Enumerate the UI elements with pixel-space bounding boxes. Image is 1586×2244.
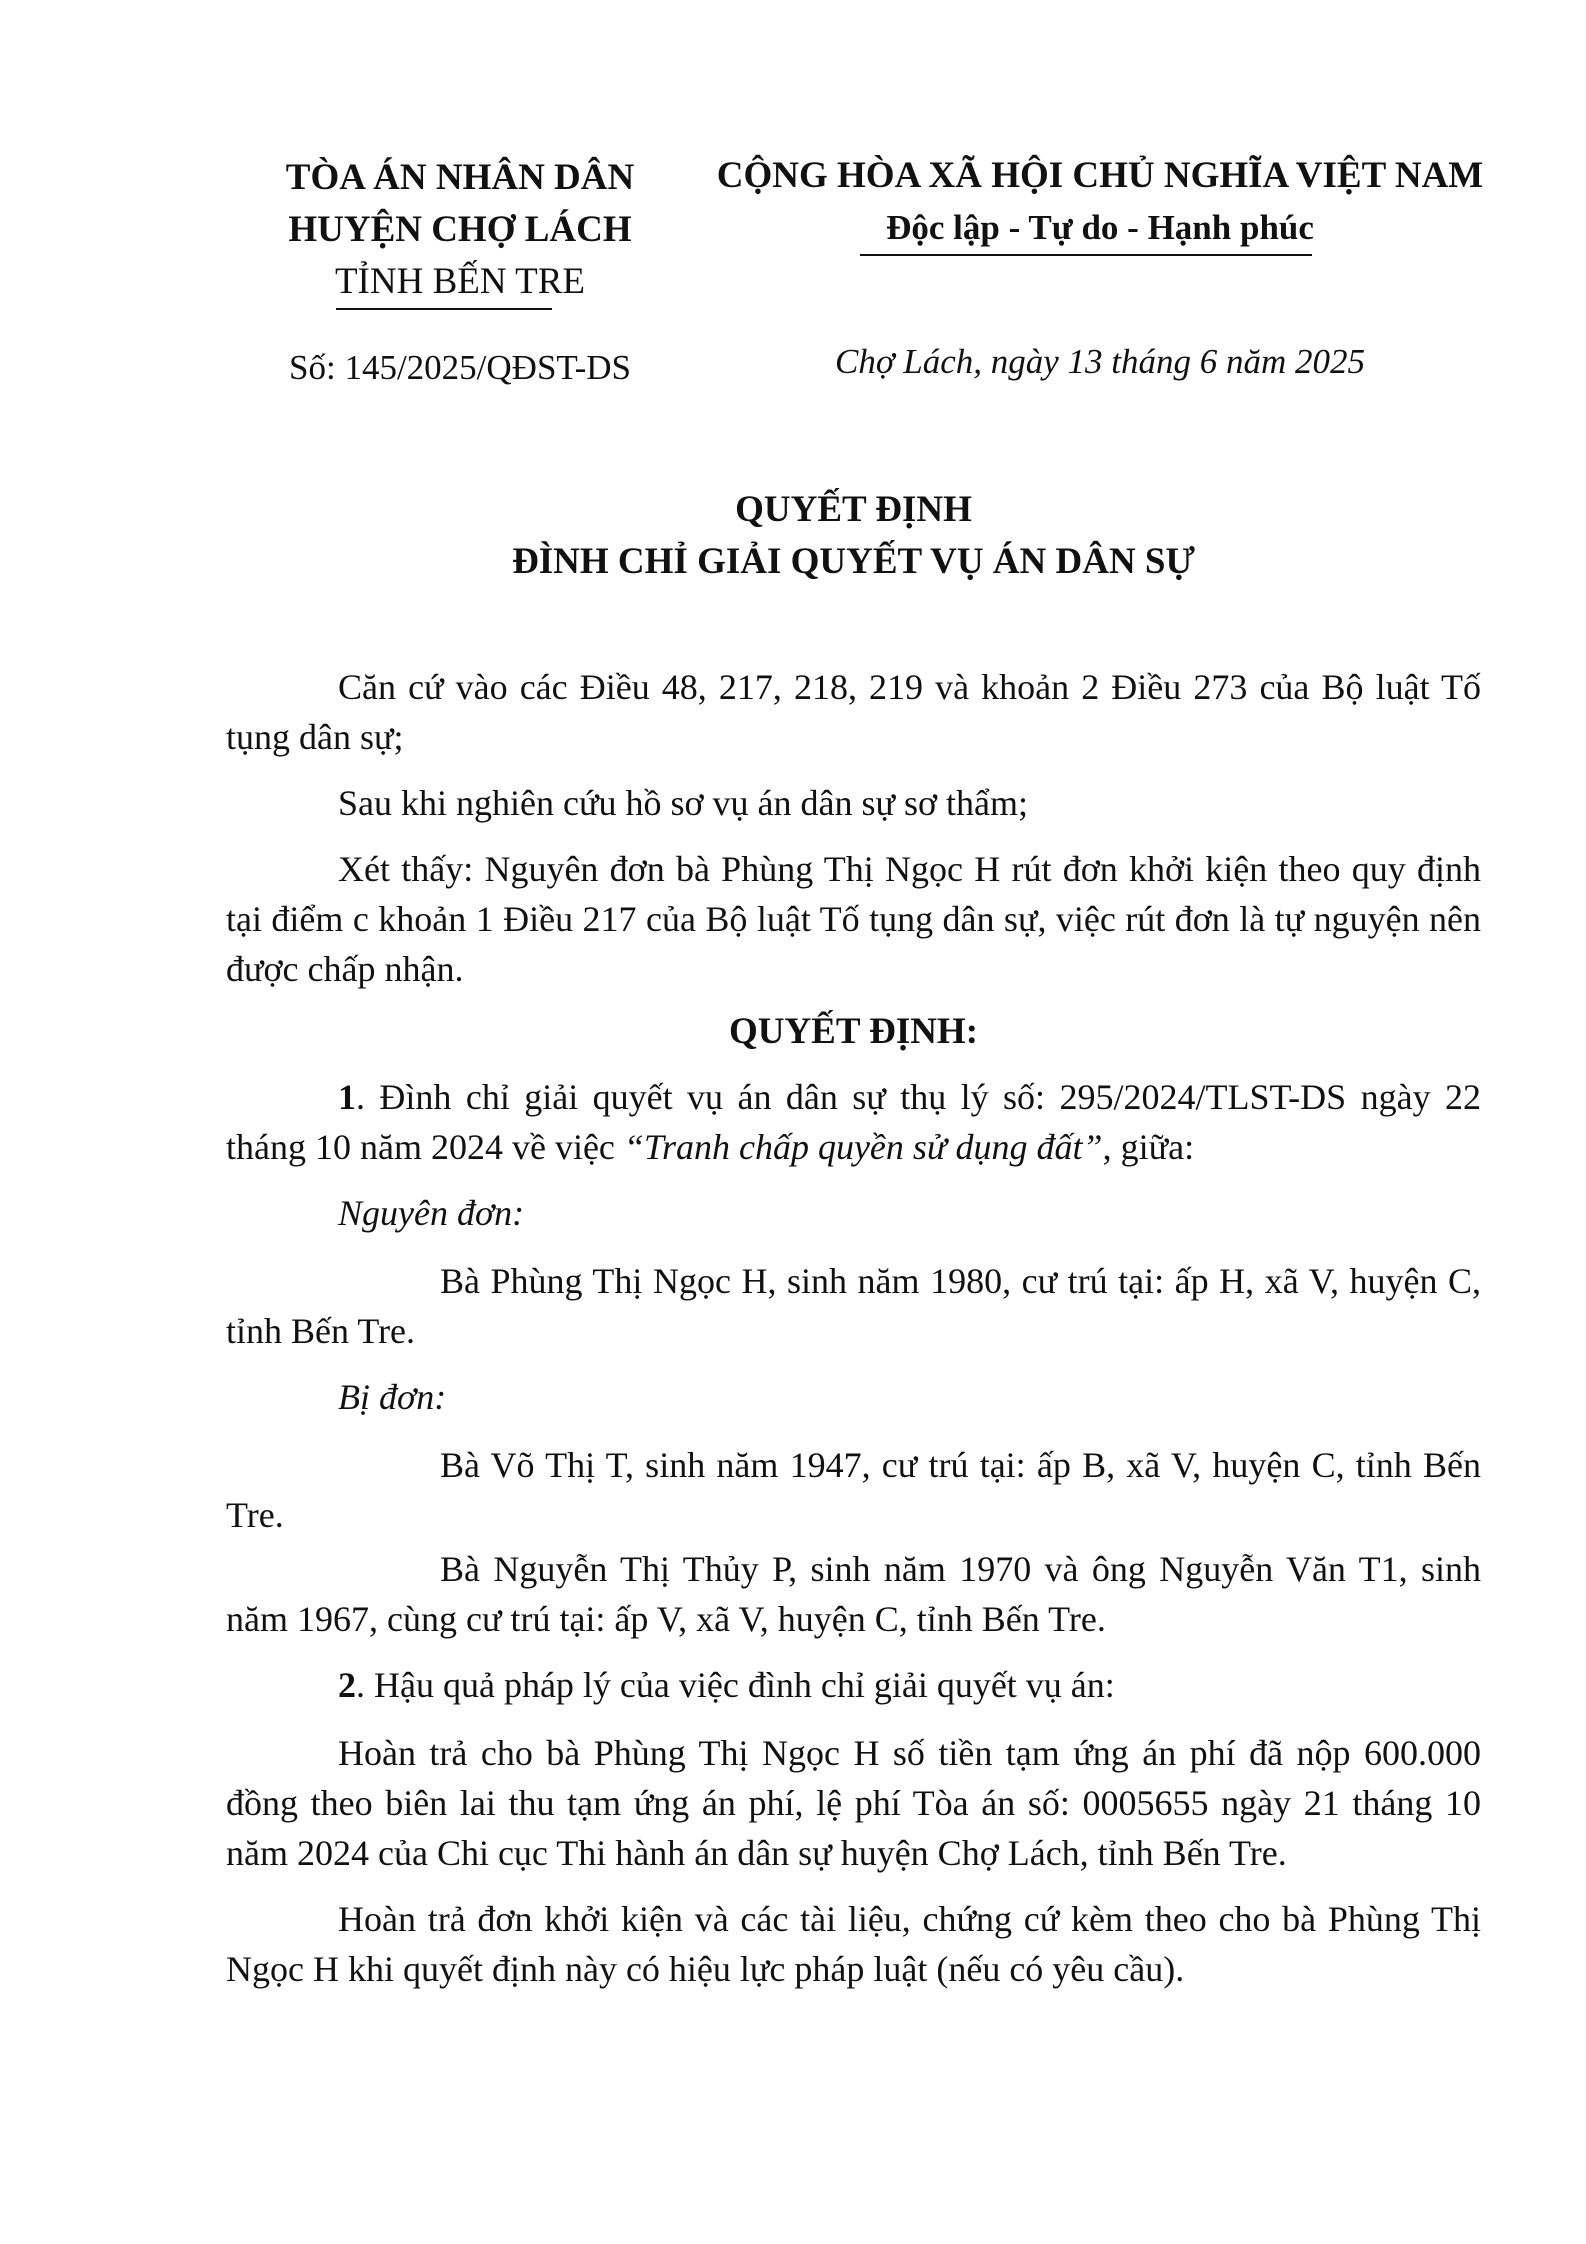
national-title: CỘNG HÒA XÃ HỘI CHỦ NGHĨA VIỆT NAM [716, 155, 1484, 196]
defendant-label: Bị đơn: [338, 1377, 447, 1417]
document-subtitle: ĐÌNH CHỈ GIẢI QUYẾT VỤ ÁN DÂN SỰ [512, 541, 1195, 582]
decision-heading: QUYẾT ĐỊNH: [728, 1011, 979, 1052]
item-1-case-type: “Tranh chấp quyền sử dụng đất” [623, 1127, 1103, 1167]
refund-fee-paragraph: Hoàn trả cho bà Phùng Thị Ngọc H số tiền tạm ứng án phí đã nộp 600.000 đồng theo biên lai thu tạm ứng án phí, lệ phí Tòa án số: 0005655 ngày 21 tháng 10 năm 2024 của Chi cục Thi hành án dân sự huyện Chợ Lách, tỉnh Bến Tre. [226, 1733, 1481, 1873]
item-1-paragraph [226, 1072, 1481, 1172]
defendant-details-2: Bà Nguyễn Thị Thủy P, sinh năm 1970 và ông Nguyễn Văn T1, sinh năm 1967, cùng cư trú tại: ấp V, xã V, huyện C, tỉnh Bến Tre. [226, 1549, 1481, 1639]
item-2-text: . Hậu quả pháp lý của việc đình chỉ giải quyết vụ án: [356, 1665, 1115, 1705]
document-title: QUYẾT ĐỊNH [735, 489, 972, 530]
court-province: TỈNH BẾN TRE [334, 261, 586, 302]
legal-basis-paragraph: Căn cứ vào các Điều 48, 217, 218, 219 và khoản 2 Điều 273 của Bộ luật Tố tụng dân sự; [226, 667, 1481, 757]
plaintiff-details: Bà Phùng Thị Ngọc H, sinh năm 1980, cư trú tại: ấp H, xã V, huyện C, tỉnh Bến Tre. [226, 1261, 1481, 1351]
place-date: Chợ Lách, ngày 13 tháng 6 năm 2025 [834, 342, 1366, 381]
defendant-details-1: Bà Võ Thị T, sinh năm 1947, cư trú tại: ấp B, xã V, huyện C, tỉnh Bến Tre. [226, 1445, 1481, 1535]
plaintiff-label: Nguyên đơn: [338, 1193, 525, 1233]
item-1-number: 1 [338, 1077, 356, 1117]
refund-documents-paragraph: Hoàn trả đơn khởi kiện và các tài liệu, chứng cứ kèm theo cho bà Phùng Thị Ngọc H khi quyết định này có hiệu lực pháp luật (nếu có yêu cầu). [226, 1899, 1481, 1989]
item-2-number: 2 [338, 1665, 356, 1705]
right-header-underline [860, 254, 1312, 256]
item-1-text: . Đình chỉ giải quyết vụ án dân sự thụ lý số: 295/2024/TLST-DS ngày 22 tháng 10 năm 2024 về việc [226, 1077, 1481, 1167]
item-2-paragraph [226, 1660, 1481, 1710]
item-1-text-end: , giữa: [1102, 1127, 1195, 1167]
national-motto: Độc lập - Tự do - Hạnh phúc [886, 208, 1314, 247]
left-header-underline [336, 308, 552, 310]
court-name-line1: TÒA ÁN NHÂN DÂN [285, 157, 635, 198]
review-paragraph: Sau khi nghiên cứu hồ sơ vụ án dân sự sơ thẩm; [338, 783, 1029, 823]
court-name-line2: HUYỆN CHỢ LÁCH [288, 209, 632, 250]
consideration-paragraph: Xét thấy: Nguyên đơn bà Phùng Thị Ngọc H rút đơn khởi kiện theo quy định tại điểm c khoản 1 Điều 217 của Bộ luật Tố tụng dân sự, việc rút đơn là tự nguyện nên được chấp nhận. [226, 849, 1481, 989]
decision-number: Số: 145/2025/QĐST-DS [289, 348, 631, 387]
